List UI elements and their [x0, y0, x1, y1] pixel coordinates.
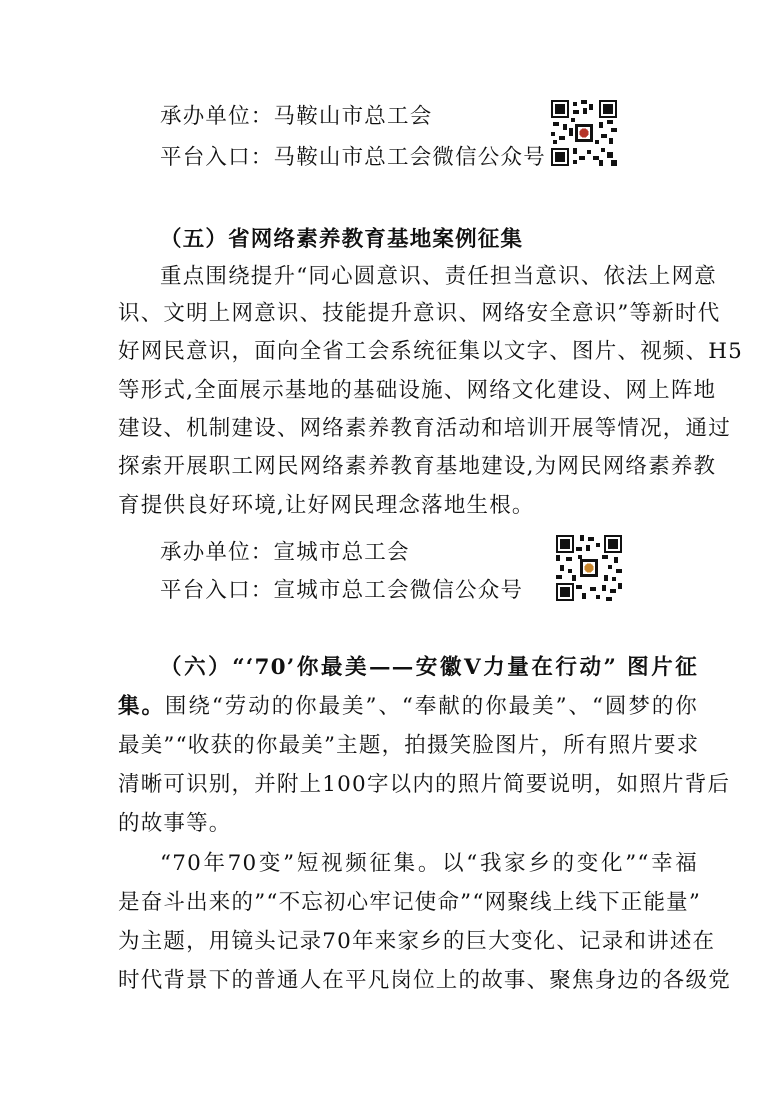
section-5-line-6: 探索开展职工网民网络素养教育基地建设,为网民网络素养教 [118, 454, 717, 479]
section-5-line-4: 等形式,全面展示基地的基础设施、网络文化建设、网上阵地 [118, 378, 717, 403]
section-6-line-2: 最美”“收获的你最美”主题，拍摄笑脸图片，所有照片要求 [118, 733, 700, 758]
section-5-line-1: 重点围绕提升“同心圆意识、责任担当意识、依法上网意 [160, 264, 717, 289]
section-6-heading-end: 集。 [118, 694, 165, 719]
section-6-line-3: 清晰可识别，并附上100字以内的照片简要说明，如照片背后 [118, 772, 731, 797]
platform-entry-line-2: 平台入口：宣城市总工会微信公众号 [160, 578, 524, 603]
section-6-line-1-text: 围绕“劳动的你最美”、“奉献的你最美”、“圆梦的你 [164, 694, 698, 719]
section-6-para2-line-3: 为主题，用镜头记录70年来家乡的巨大变化、记录和讲述在 [118, 929, 716, 954]
platform-entry-line-1: 平台入口：马鞍山市总工会微信公众号 [160, 145, 546, 170]
section-5-line-5: 建设、机制建设、网络素养教育活动和培训开展等情况，通过 [118, 416, 731, 441]
qr-code-icon [556, 535, 622, 601]
section-5-line-7: 育提供良好环境,让好网民理念落地生根。 [118, 493, 535, 518]
section-6-line-4: 的故事等。 [118, 811, 232, 836]
section-5-heading: （五）省网络素养教育基地案例征集 [160, 227, 524, 252]
section-6-para2-line-1: “70年70变”短视频征集。以“我家乡的变化”“幸福 [160, 851, 698, 876]
section-5-line-3: 好网民意识，面向全省工会系统征集以文字、图片、视频、H5 [118, 339, 744, 364]
section-6-heading: （六）“‘70’你最美——安徽Ⅴ力量在行动” 图片征 [160, 655, 698, 680]
section-6-para2-line-2: 是奋斗出来的”“不忘初心牢记使命”“网聚线上线下正能量” [118, 890, 702, 915]
section-5-line-2: 识、文明上网意识、技能提升意识、网络安全意识”等新时代 [118, 301, 721, 326]
section-6-line-1 [118, 692, 698, 722]
host-unit-line-1: 承办单位：马鞍山市总工会 [160, 104, 433, 129]
host-unit-line-2: 承办单位：宣城市总工会 [160, 540, 410, 565]
qr-code-icon [551, 100, 617, 166]
section-6-para2-line-4: 时代背景下的普通人在平凡岗位上的故事、聚焦身边的各级党 [118, 968, 731, 993]
